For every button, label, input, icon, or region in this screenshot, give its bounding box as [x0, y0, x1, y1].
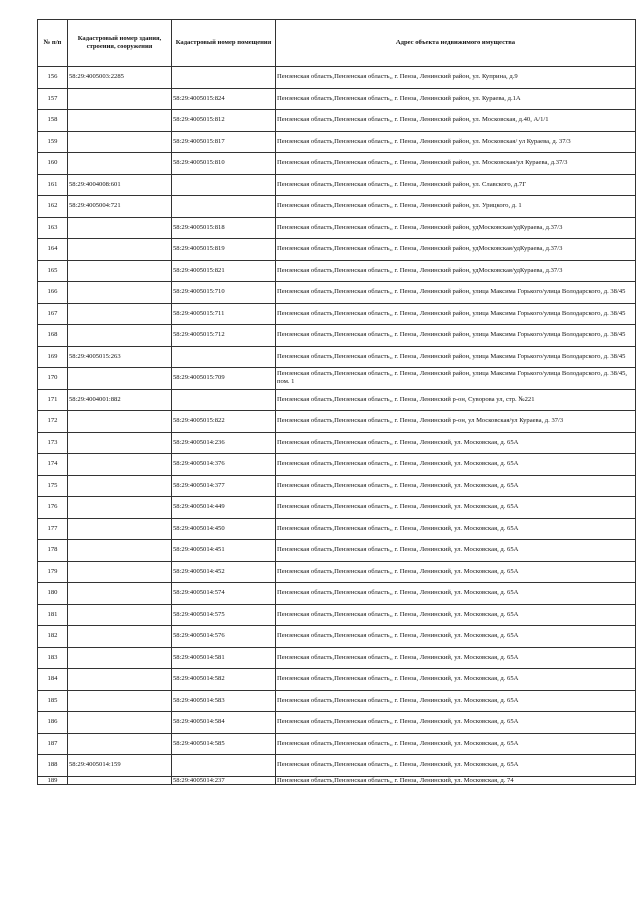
building-cadastral-number — [68, 690, 172, 712]
row-number: 160 — [38, 153, 68, 175]
room-cadastral-number: 58:29:4005014:449 — [172, 497, 276, 519]
room-cadastral-number: 58:29:4005015:709 — [172, 368, 276, 390]
table-row — [38, 325, 636, 347]
row-number: 183 — [38, 647, 68, 669]
row-number: 162 — [38, 196, 68, 218]
table-row — [38, 217, 636, 239]
row-number: 167 — [38, 303, 68, 325]
table-row — [38, 282, 636, 304]
row-number: 177 — [38, 518, 68, 540]
room-cadastral-number: 58:29:4005014:576 — [172, 626, 276, 648]
table-row — [38, 88, 636, 110]
property-table — [37, 19, 636, 785]
row-number: 159 — [38, 131, 68, 153]
table-row — [38, 432, 636, 454]
row-number: 163 — [38, 217, 68, 239]
table-row — [38, 196, 636, 218]
room-cadastral-number: 58:29:4005014:452 — [172, 561, 276, 583]
building-cadastral-number — [68, 217, 172, 239]
room-cadastral-number: 58:29:4005014:574 — [172, 583, 276, 605]
address: Пензенская область,Пензенская область,, г. Пенза, Ленинский, ул. Московская, д. 65А — [276, 497, 636, 519]
address: Пензенская область,Пензенская область,, г. Пенза, Ленинский район, улица Максима Горького/улица Володарского, д. 38/45 — [276, 346, 636, 368]
address: Пензенская область,Пензенская область,, г. Пенза, Ленинский район, ул. Славского, д.7Г — [276, 174, 636, 196]
building-cadastral-number: 58:29:4005015:263 — [68, 346, 172, 368]
row-number: 182 — [38, 626, 68, 648]
row-number: 174 — [38, 454, 68, 476]
table-row — [38, 174, 636, 196]
row-number: 175 — [38, 475, 68, 497]
room-cadastral-number — [172, 755, 276, 777]
address: Пензенская область,Пензенская область,, г. Пенза, Ленинский, ул. Московская, д. 65А — [276, 690, 636, 712]
row-number: 164 — [38, 239, 68, 261]
building-cadastral-number — [68, 647, 172, 669]
room-cadastral-number: 58:29:4005014:450 — [172, 518, 276, 540]
room-cadastral-number: 58:29:4005015:818 — [172, 217, 276, 239]
row-number: 165 — [38, 260, 68, 282]
table-row — [38, 454, 636, 476]
building-cadastral-number — [68, 260, 172, 282]
row-number: 172 — [38, 411, 68, 433]
table-row — [38, 260, 636, 282]
address: Пензенская область,Пензенская область,, г. Пенза, Ленинский, ул. Московская, д. 74 — [276, 776, 636, 784]
table-row — [38, 776, 636, 784]
address: Пензенская область,Пензенская область,, г. Пенза, Ленинский, ул. Московская, д. 65А — [276, 733, 636, 755]
room-cadastral-number: 58:29:4005014:377 — [172, 475, 276, 497]
table-row — [38, 733, 636, 755]
header-number: № п/п — [38, 20, 68, 67]
address: Пензенская область,Пензенская область,, г. Пенза, Ленинский, ул. Московская, д. 65А — [276, 540, 636, 562]
building-cadastral-number — [68, 626, 172, 648]
building-cadastral-number: 58:29:4004008:601 — [68, 174, 172, 196]
building-cadastral-number — [68, 282, 172, 304]
table-row — [38, 669, 636, 691]
table-row — [38, 690, 636, 712]
room-cadastral-number: 58:29:4005015:817 — [172, 131, 276, 153]
address: Пензенская область,Пензенская область,, г. Пенза, Ленинский район, улица Максима Горького/улица Володарского, д. 38/45 — [276, 325, 636, 347]
address: Пензенская область,Пензенская область,, г. Пенза, Ленинский, ул. Московская, д. 65А — [276, 454, 636, 476]
building-cadastral-number — [68, 239, 172, 261]
building-cadastral-number — [68, 303, 172, 325]
building-cadastral-number: 58:29:4005014:159 — [68, 755, 172, 777]
room-cadastral-number: 58:29:4005014:376 — [172, 454, 276, 476]
table-header-row — [38, 20, 636, 67]
row-number: 170 — [38, 368, 68, 390]
address: Пензенская область,Пензенская область,, г. Пенза, Ленинский район, удМосковская/удКураева, д.37/3 — [276, 217, 636, 239]
address: Пензенская область,Пензенская область,, г. Пенза, Ленинский р-он, ул Московская/ул Кураева, д. 37/3 — [276, 411, 636, 433]
table-row — [38, 110, 636, 132]
building-cadastral-number — [68, 454, 172, 476]
room-cadastral-number: 58:29:4005015:819 — [172, 239, 276, 261]
room-cadastral-number — [172, 67, 276, 89]
building-cadastral-number — [68, 325, 172, 347]
room-cadastral-number — [172, 346, 276, 368]
building-cadastral-number — [68, 110, 172, 132]
building-cadastral-number — [68, 432, 172, 454]
header-room-cadastral: Кадастровый номер помещения — [172, 20, 276, 67]
document-page — [37, 19, 635, 785]
table-row — [38, 131, 636, 153]
row-number: 185 — [38, 690, 68, 712]
building-cadastral-number — [68, 561, 172, 583]
building-cadastral-number: 58:29:4005003:2285 — [68, 67, 172, 89]
table-row — [38, 712, 636, 734]
building-cadastral-number — [68, 776, 172, 784]
row-number: 171 — [38, 389, 68, 411]
address: Пензенская область,Пензенская область,, г. Пенза, Ленинский, ул. Московская, д. 65А — [276, 561, 636, 583]
room-cadastral-number — [172, 174, 276, 196]
address: Пензенская область,Пензенская область,, г. Пенза, Ленинский район, ул. Московская/ ул Кураева, д. 37/3 — [276, 131, 636, 153]
room-cadastral-number — [172, 196, 276, 218]
row-number: 166 — [38, 282, 68, 304]
address: Пензенская область,Пензенская область,, г. Пенза, Ленинский район, ул. Московская, д.40, А/1/1 — [276, 110, 636, 132]
header-address: Адрес объекта недвижимого имущества — [276, 20, 636, 67]
row-number: 161 — [38, 174, 68, 196]
building-cadastral-number — [68, 540, 172, 562]
building-cadastral-number — [68, 368, 172, 390]
room-cadastral-number: 58:29:4005014:581 — [172, 647, 276, 669]
building-cadastral-number — [68, 411, 172, 433]
address: Пензенская область,Пензенская область,, г. Пенза, Ленинский район, ул. Урицкого, д. 1 — [276, 196, 636, 218]
table-row — [38, 368, 636, 390]
room-cadastral-number: 58:29:4005014:236 — [172, 432, 276, 454]
row-number: 179 — [38, 561, 68, 583]
table-row — [38, 540, 636, 562]
room-cadastral-number: 58:29:4005014:585 — [172, 733, 276, 755]
address: Пензенская область,Пензенская область,, г. Пенза, Ленинский, ул. Московская, д. 65А — [276, 669, 636, 691]
room-cadastral-number: 58:29:4005015:822 — [172, 411, 276, 433]
table-row — [38, 303, 636, 325]
building-cadastral-number — [68, 153, 172, 175]
address: Пензенская область,Пензенская область,, г. Пенза, Ленинский район, улица Максима Горького/улица Володарского, д. 38/45, пом. 1 — [276, 368, 636, 390]
address: Пензенская область,Пензенская область,, г. Пенза, Ленинский, ул. Московская, д. 65А — [276, 755, 636, 777]
row-number: 188 — [38, 755, 68, 777]
room-cadastral-number: 58:29:4005014:575 — [172, 604, 276, 626]
table-row — [38, 389, 636, 411]
room-cadastral-number: 58:29:4005014:584 — [172, 712, 276, 734]
building-cadastral-number: 58:29:4005004:721 — [68, 196, 172, 218]
room-cadastral-number: 58:29:4005014:583 — [172, 690, 276, 712]
building-cadastral-number — [68, 475, 172, 497]
room-cadastral-number: 58:29:4005015:824 — [172, 88, 276, 110]
table-body — [38, 67, 636, 785]
row-number: 173 — [38, 432, 68, 454]
address: Пензенская область,Пензенская область,, г. Пенза, Ленинский, ул. Московская, д. 65А — [276, 475, 636, 497]
row-number: 156 — [38, 67, 68, 89]
building-cadastral-number — [68, 733, 172, 755]
table-row — [38, 583, 636, 605]
row-number: 189 — [38, 776, 68, 784]
row-number: 168 — [38, 325, 68, 347]
building-cadastral-number — [68, 669, 172, 691]
room-cadastral-number: 58:29:4005014:451 — [172, 540, 276, 562]
table-row — [38, 239, 636, 261]
building-cadastral-number: 58:29:4004001:882 — [68, 389, 172, 411]
row-number: 181 — [38, 604, 68, 626]
building-cadastral-number — [68, 583, 172, 605]
address: Пензенская область,Пензенская область,, г. Пенза, Ленинский, ул. Московская, д. 65А — [276, 432, 636, 454]
row-number: 180 — [38, 583, 68, 605]
table-row — [38, 604, 636, 626]
row-number: 184 — [38, 669, 68, 691]
room-cadastral-number: 58:29:4005015:821 — [172, 260, 276, 282]
row-number: 157 — [38, 88, 68, 110]
table-row — [38, 475, 636, 497]
table-row — [38, 67, 636, 89]
address: Пензенская область,Пензенская область,, г. Пенза, Ленинский район, удМосковская/удКураева, д.37/3 — [276, 260, 636, 282]
room-cadastral-number: 58:29:4005015:711 — [172, 303, 276, 325]
address: Пензенская область,Пензенская область,, г. Пенза, Ленинский, ул. Московская, д. 65А — [276, 712, 636, 734]
address: Пензенская область,Пензенская область,, г. Пенза, Ленинский район, ул. Московская/ул Кураева, д.37/3 — [276, 153, 636, 175]
header-building-cadastral: Кадастровый номер здания, строения, сооружения — [68, 20, 172, 67]
table-row — [38, 518, 636, 540]
row-number: 186 — [38, 712, 68, 734]
building-cadastral-number — [68, 131, 172, 153]
address: Пензенская область,Пензенская область,, г. Пенза, Ленинский район, удМосковская/удКураева, д.37/3 — [276, 239, 636, 261]
address: Пензенская область,Пензенская область,, г. Пенза, Ленинский район, ул. Куприна, д.9 — [276, 67, 636, 89]
row-number: 158 — [38, 110, 68, 132]
room-cadastral-number — [172, 389, 276, 411]
address: Пензенская область,Пензенская область,, г. Пенза, Ленинский, ул. Московская, д. 65А — [276, 647, 636, 669]
room-cadastral-number: 58:29:4005014:237 — [172, 776, 276, 784]
building-cadastral-number — [68, 518, 172, 540]
table-row — [38, 755, 636, 777]
address: Пензенская область,Пензенская область,, г. Пенза, Ленинский, ул. Московская, д. 65А — [276, 604, 636, 626]
row-number: 169 — [38, 346, 68, 368]
address: Пензенская область,Пензенская область,, г. Пенза, Ленинский район, ул. Кураева, д.1А — [276, 88, 636, 110]
table-row — [38, 626, 636, 648]
address: Пензенская область,Пензенская область,, г. Пенза, Ленинский район, улица Максима Горького/улица Володарского, д. 38/45 — [276, 303, 636, 325]
row-number: 176 — [38, 497, 68, 519]
address: Пензенская область,Пензенская область,, г. Пенза, Ленинский, ул. Московская, д. 65А — [276, 583, 636, 605]
address: Пензенская область,Пензенская область,, г. Пенза, Ленинский район, улица Максима Горького/улица Володарского, д. 38/45 — [276, 282, 636, 304]
room-cadastral-number: 58:29:4005015:810 — [172, 153, 276, 175]
room-cadastral-number: 58:29:4005014:582 — [172, 669, 276, 691]
table-row — [38, 561, 636, 583]
address: Пензенская область,Пензенская область,, г. Пенза, Ленинский р-он, Суворова ул, стр. №221 — [276, 389, 636, 411]
room-cadastral-number: 58:29:4005015:710 — [172, 282, 276, 304]
table-row — [38, 411, 636, 433]
address: Пензенская область,Пензенская область,, г. Пенза, Ленинский, ул. Московская, д. 65А — [276, 518, 636, 540]
building-cadastral-number — [68, 497, 172, 519]
table-row — [38, 346, 636, 368]
table-row — [38, 497, 636, 519]
table-row — [38, 647, 636, 669]
room-cadastral-number: 58:29:4005015:812 — [172, 110, 276, 132]
room-cadastral-number: 58:29:4005015:712 — [172, 325, 276, 347]
address: Пензенская область,Пензенская область,, г. Пенза, Ленинский, ул. Московская, д. 65А — [276, 626, 636, 648]
row-number: 178 — [38, 540, 68, 562]
building-cadastral-number — [68, 604, 172, 626]
building-cadastral-number — [68, 88, 172, 110]
table-row — [38, 153, 636, 175]
building-cadastral-number — [68, 712, 172, 734]
row-number: 187 — [38, 733, 68, 755]
